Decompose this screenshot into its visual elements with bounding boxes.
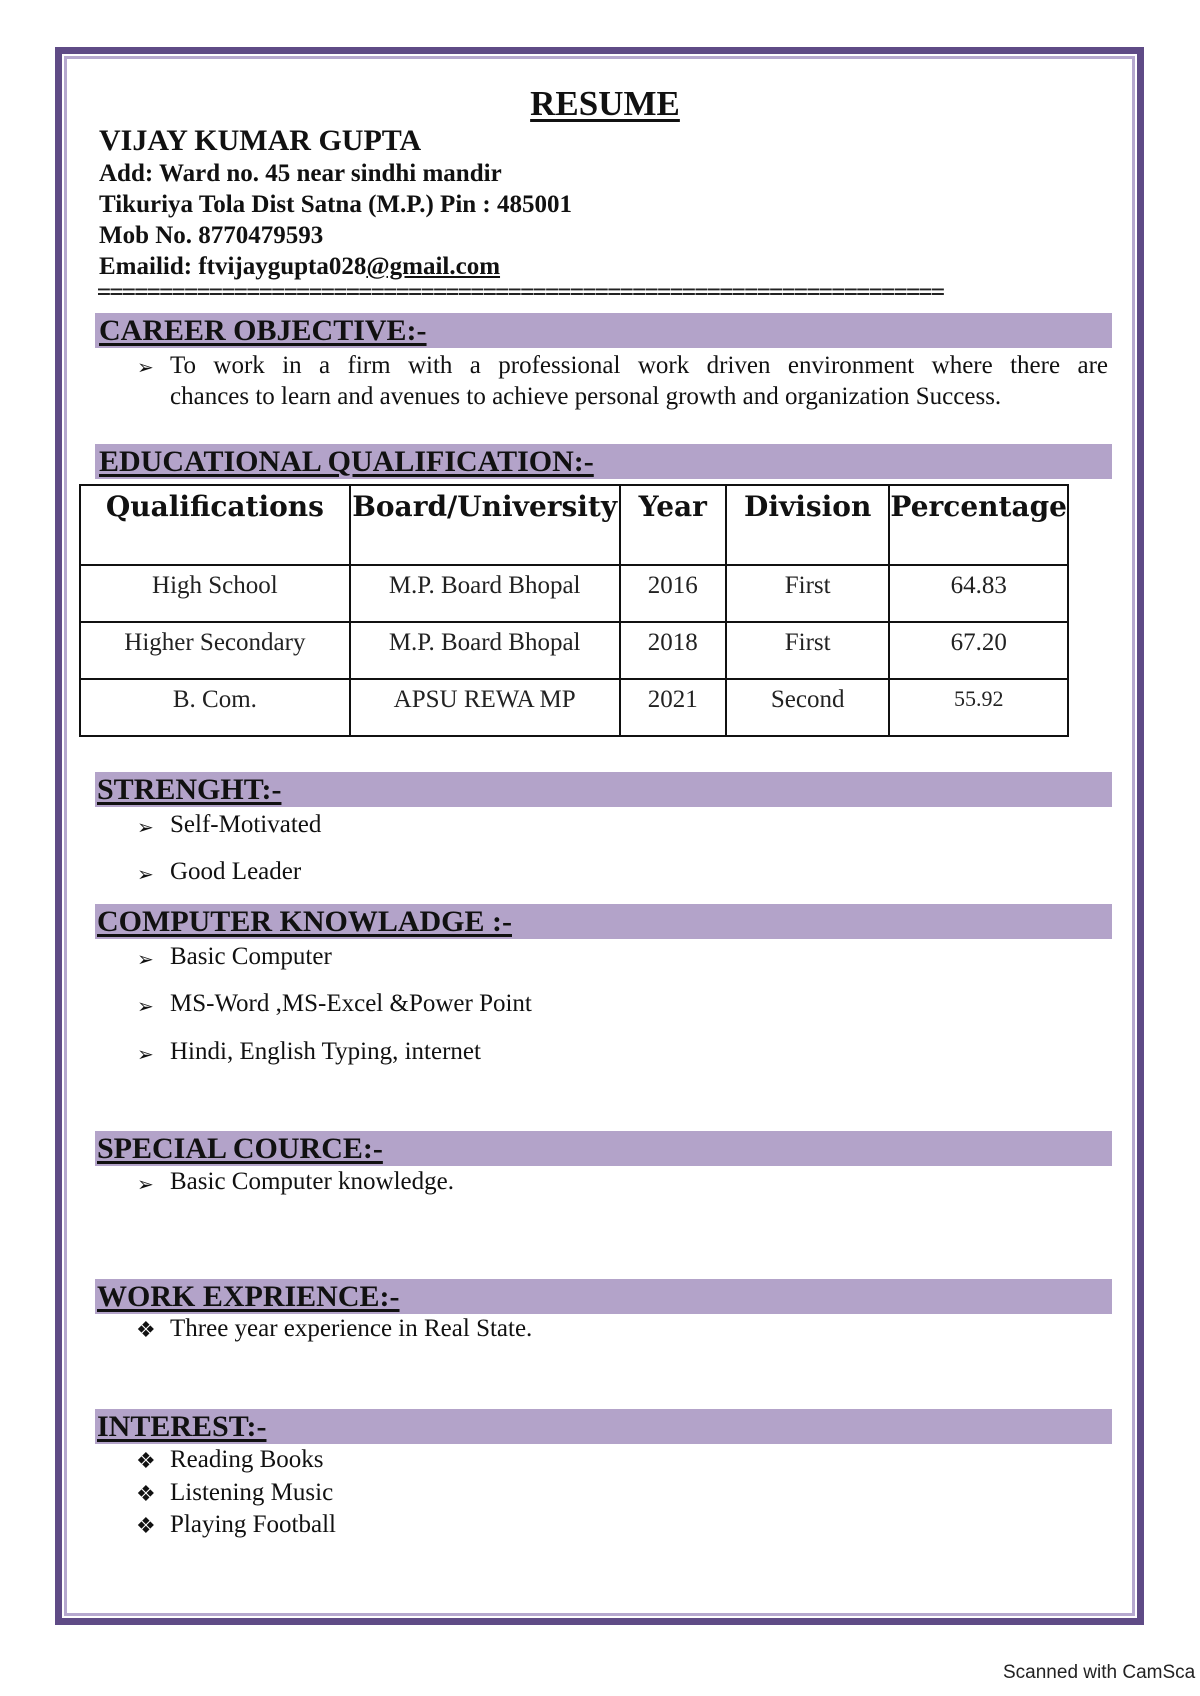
arrow-bullet-icon: ➢ [137,1042,154,1066]
career-objective-text [170,350,1108,412]
work-experience-heading: WORK EXPRIENCE:- [97,1280,400,1313]
computer-knowledge-item: Hindi, English Typing, internet [170,1038,481,1065]
interest-item: Listening Music [170,1479,334,1506]
strength-item: Good Leader [170,858,302,885]
table-cell: High School [80,565,350,622]
arrow-bullet-icon: ➢ [137,947,154,971]
career-objective-line-1: To work in a firm with a professional work driven environment where there are [170,352,1108,379]
table-cell: 2018 [620,622,726,679]
column-header: Year [620,485,726,565]
resume-title: RESUME [530,84,680,123]
strength-item: Self-Motivated [170,811,322,838]
diamond-bullet-icon: ❖ [136,1449,156,1474]
table-cell: M.P. Board Bhopal [350,622,620,679]
career-objective-line-2: chances to learn and avenues to achieve personal growth and organization Success. [170,383,1002,410]
email-prefix: Emailid: ftvijaygupta028 [99,253,367,280]
table-cell: APSU REWA MP [350,679,620,736]
special-course-heading: SPECIAL COURCE:- [97,1132,383,1165]
table-header-row [80,485,1068,565]
strength-heading: STRENGHT:- [97,773,282,806]
diamond-bullet-icon: ❖ [136,1514,156,1539]
interest-item: Reading Books [170,1446,324,1473]
email-domain: @gmail.com [366,253,501,280]
table-cell: M.P. Board Bhopal [350,565,620,622]
career-objective-heading: CAREER OBJECTIVE:- [99,314,427,347]
education-heading: EDUCATIONAL QUALIFICATION:- [99,445,594,478]
mobile-number: Mob No. 8770479593 [99,222,324,249]
diamond-bullet-icon: ❖ [136,1318,156,1343]
arrow-bullet-icon: ➢ [137,1172,154,1196]
table-row [80,679,1068,736]
separator-line: ==================================================================== [97,282,944,302]
arrow-bullet-icon: ➢ [137,355,154,379]
column-header: Division [726,485,889,565]
table-row [80,565,1068,622]
special-course-item: Basic Computer knowledge. [170,1168,454,1195]
address-line-2: Tikuriya Tola Dist Satna (M.P.) Pin : 485001 [99,191,572,218]
table-cell: 2021 [620,679,726,736]
interest-item: Playing Football [170,1511,336,1538]
interest-heading: INTEREST:- [97,1410,267,1443]
table-cell: 55.92 [889,679,1068,736]
table-cell: 67.20 [889,622,1068,679]
diamond-bullet-icon: ❖ [136,1482,156,1507]
scan-watermark: Scanned with CamSca [1003,1662,1196,1683]
email [99,253,500,281]
column-header: Qualifications [80,485,350,565]
computer-knowledge-item: Basic Computer [170,943,332,970]
column-header: Percentage [889,485,1068,565]
address-line-1: Add: Ward no. 45 near sindhi mandir [99,160,502,187]
column-header: Board/University [350,485,620,565]
education-table [79,484,1069,737]
computer-knowledge-heading: COMPUTER KNOWLADGE :- [97,905,512,938]
computer-knowledge-item: MS-Word ,MS-Excel &Power Point [170,990,532,1017]
table-cell: First [726,622,889,679]
table-cell: Second [726,679,889,736]
table-cell: First [726,565,889,622]
table-cell: B. Com. [80,679,350,736]
table-cell: Higher Secondary [80,622,350,679]
table-cell: 64.83 [889,565,1068,622]
arrow-bullet-icon: ➢ [137,994,154,1018]
table-cell: 2016 [620,565,726,622]
table-row [80,622,1068,679]
candidate-name: VIJAY KUMAR GUPTA [99,124,422,157]
work-experience-item: Three year experience in Real State. [170,1315,533,1342]
arrow-bullet-icon: ➢ [137,815,154,839]
arrow-bullet-icon: ➢ [137,862,154,886]
